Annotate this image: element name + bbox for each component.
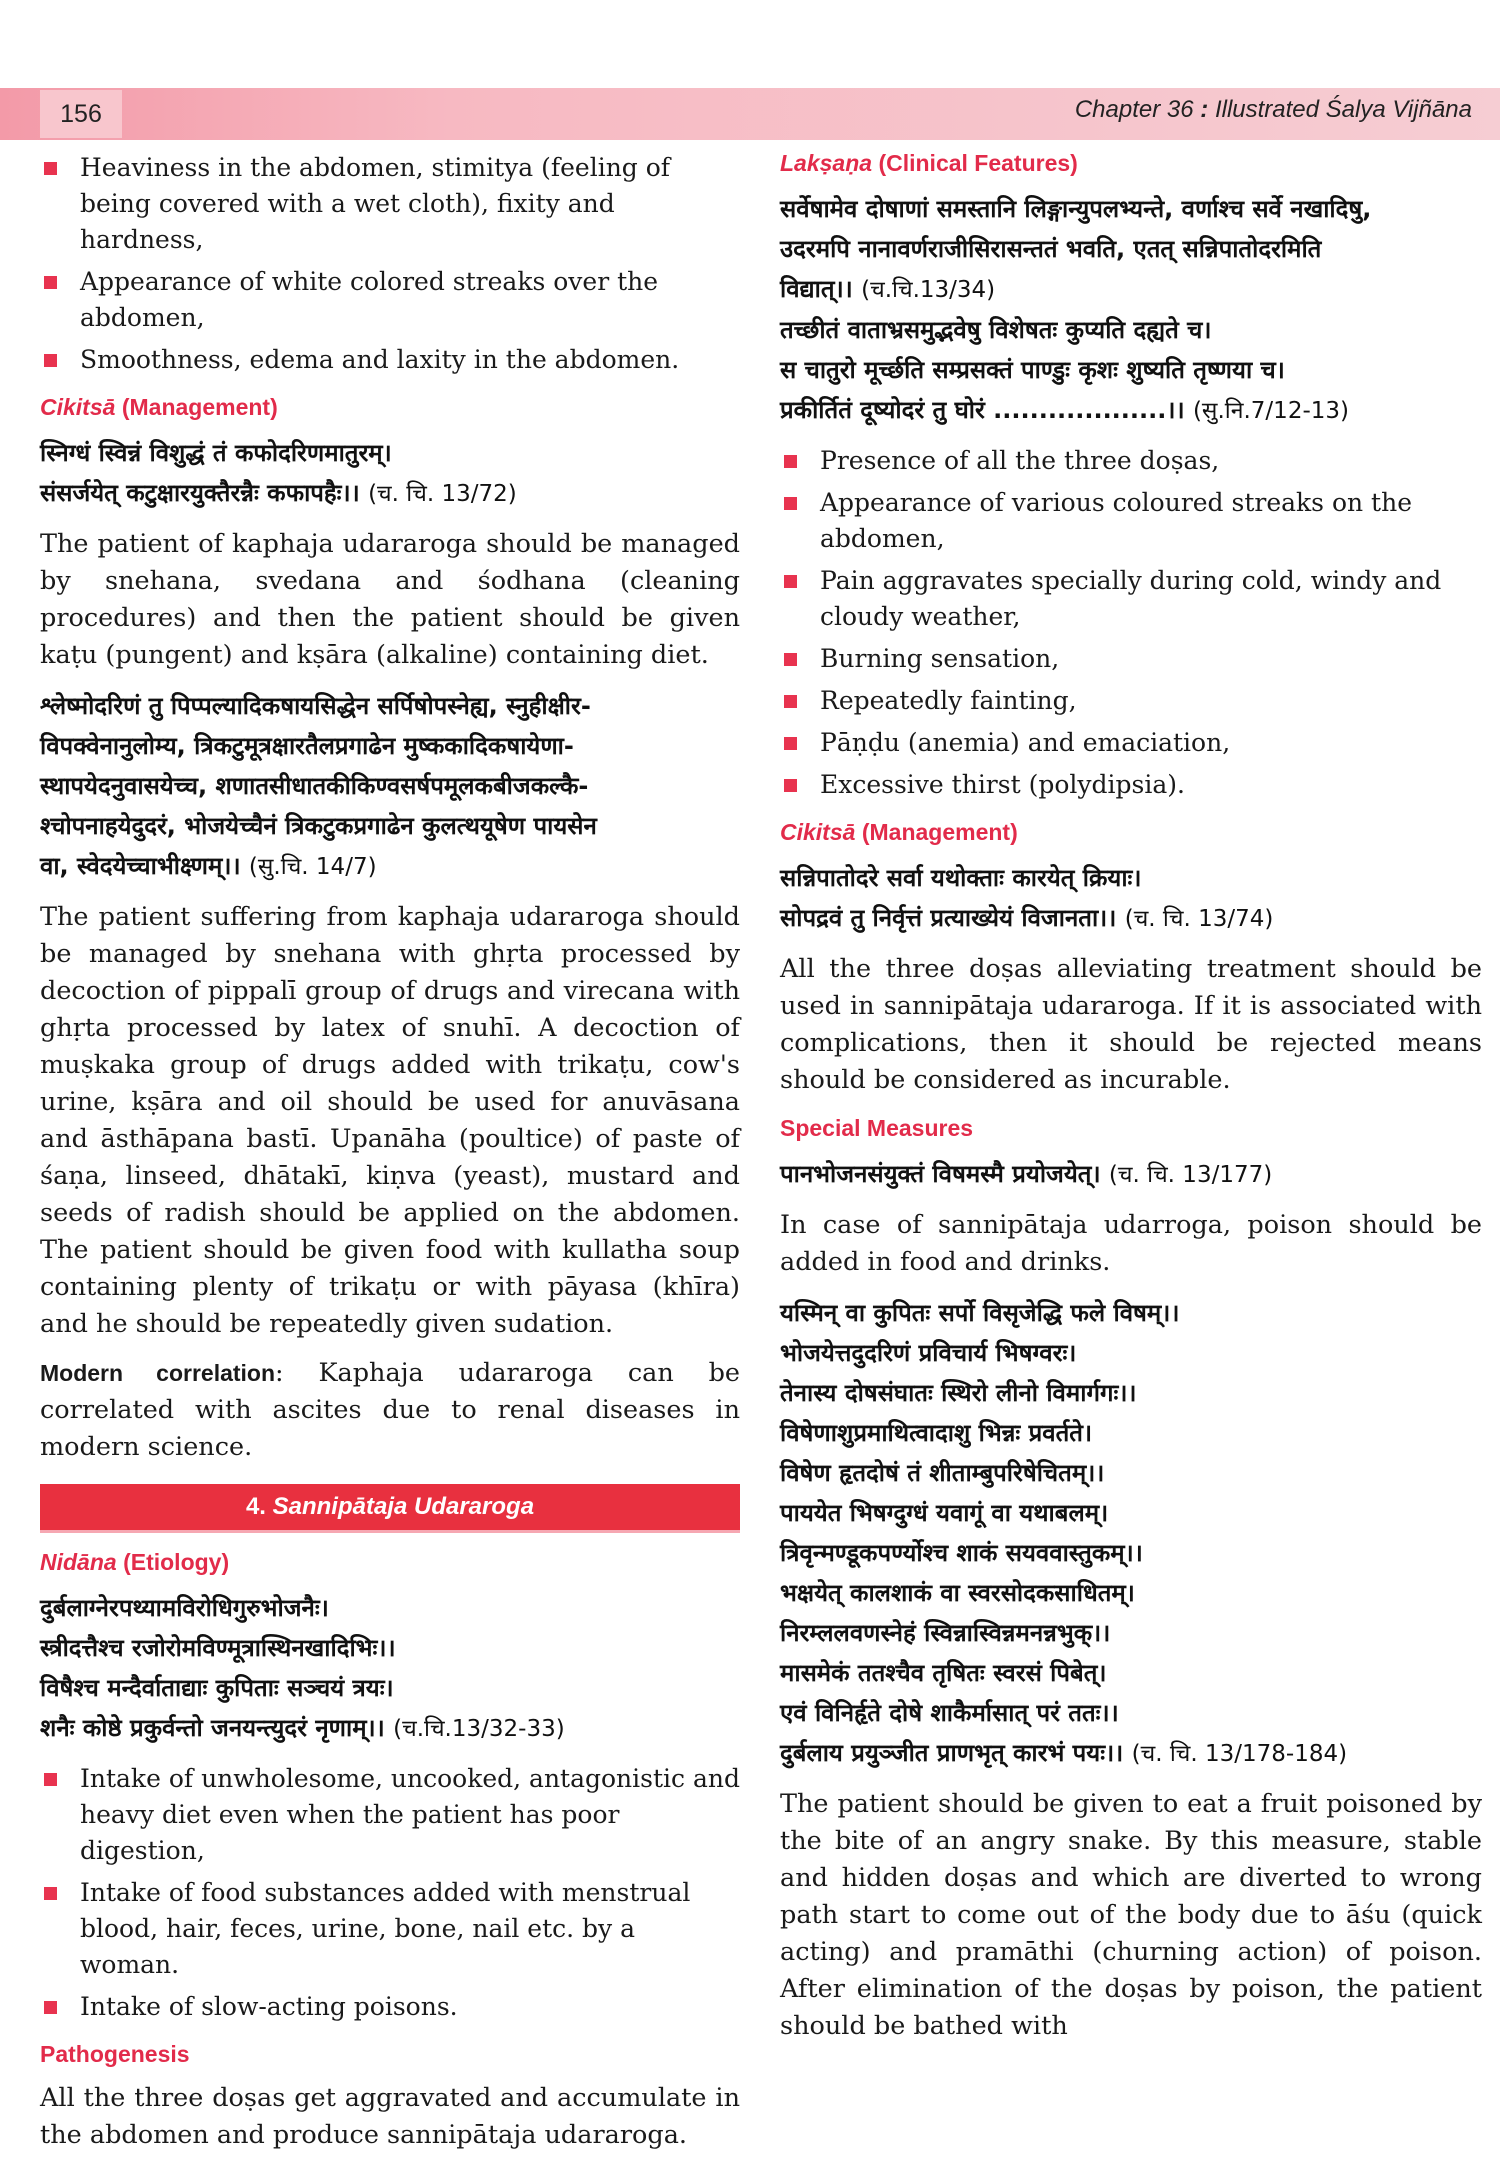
verse-reference: (सु.चि. 14/7): [248, 854, 377, 880]
bullet-icon: [44, 1773, 57, 1786]
paragraph: The patient suffering from kaphaja udararoga should be managed by snehana with ghṛta processed by decoction of pippalī group of drugs and virecana with ghṛta processed by latex of snuhī. A decoction of muṣkaka group of drugs added with trikaṭu, cow's urine, kṣāra and oil should be used for anuvāsana and āsthāpana bastī. Upanāha (poultice) of paste of śaṇa, linseed, dhātakī, kiṇva (yeast), mustard and seeds of radish should be applied on the abdomen. The patient should be given food with kullatha soup containing plenty of trikaṭu or with pāyasa (khīra) and he should be repeatedly given sudation.: [40, 902, 740, 1339]
sanskrit-verse: दुर्बलाग्नेरपथ्यामविरोधिगुरुभोजनैः। स्त्रीदत्तैश्च रजोरोमविण्मूत्रास्थिनखादिभिः।। विषैश्च मन्दैर्वाताद्याः कुपिताः सञ्चयं त्रयः। शनैः कोष्ठे प्रकुर्वन्तो जनयन्त्युदरं नृणाम्।। (च.चि.13/32-33): [40, 1594, 565, 1742]
list-item: Pain aggravates specially during cold, windy and cloudy weather,: [780, 563, 1482, 635]
verse-reference: (च. चि. 13/72): [368, 481, 517, 507]
bullet-list-etiology: [40, 1761, 740, 2025]
bullet-icon: [44, 162, 57, 175]
bullet-icon: [784, 737, 797, 750]
list-item: Pāṇḍu (anemia) and emaciation,: [780, 725, 1482, 761]
bullet-icon: [784, 779, 797, 792]
verse-reference: (च.चि.13/32-33): [393, 1716, 565, 1742]
sanskrit-verse: श्लेष्मोदरिणं तु पिप्पल्यादिकषायसिद्धेन सर्पिषोपस्नेह्य, स्नुहीक्षीर- विपक्वेनानुलोम्य, त्रिकटुमूत्रक्षारतैलप्रगाढेन मुष्ककादिकषायेणा- स्थापयेदनुवासयेच्च, शणातसीधातकीकिण्वसर्षपमूलकबीजकल्कै- श्चोपनाहयेदुदरं, भोजयेच्चैनं त्रिकटुकप्रगाढेन कुलत्थयूषेण पायसेन वा, स्वेदयेच्चाभीक्ष्णम्।। (सु.चि. 14/7): [40, 692, 597, 880]
verse-reference: (च. चि. 13/178-184): [1131, 1741, 1348, 1767]
bullet-list-top: [40, 150, 740, 378]
bullet-icon: [44, 276, 57, 289]
chapter-title: [1075, 96, 1472, 124]
right-column: [780, 150, 1482, 2057]
chapter-name: Illustrated Śalya Vijñāna: [1214, 96, 1472, 123]
page-number: 156: [40, 90, 122, 138]
bullet-icon: [44, 354, 57, 367]
bullet-icon: [784, 695, 797, 708]
verse-reference: (सु.नि.7/12-13): [1192, 398, 1349, 424]
sanskrit-verse: सन्निपातोदरे सर्वा यथोक्ताः कारयेत् क्रियाः। सोपद्रवं तु निर्वृत्तं प्रत्याख्येयं विजानता।। (च. चि. 13/74): [780, 864, 1274, 932]
verse-reference: (च.चि.13/34): [861, 277, 996, 303]
list-item: Intake of slow-acting poisons.: [40, 1989, 740, 2025]
list-item: Smoothness, edema and laxity in the abdomen.: [40, 342, 740, 378]
list-item: Intake of unwholesome, uncooked, antagonistic and heavy diet even when the patient has poor digestion,: [40, 1761, 740, 1869]
paragraph: All the three doṣas alleviating treatment should be used in sannipātaja udararoga. If it is associated with complications, then it should be rejected means should be considered as incurable.: [780, 954, 1482, 1095]
left-column: [40, 150, 740, 2166]
paragraph: In case of sannipātaja udarroga, poison should be added in food and drinks.: [780, 1210, 1482, 1277]
modern-correlation: Modern correlation: Kaphaja udararoga can be correlated with ascites due to renal diseases in modern science.: [40, 1358, 740, 1462]
paragraph: The patient of kaphaja udararoga should be managed by snehana, svedana and śodhana (cleaning procedures) and then the patient should be given kaṭu (pungent) and kṣāra (alkaline) containing diet.: [40, 529, 740, 670]
chapter-label: Chapter 36: [1074, 96, 1194, 123]
section-heading-laksana: Lakṣaṇa (Clinical Features): [780, 150, 1078, 176]
chapter-separator: :: [1200, 96, 1209, 123]
list-item: Burning sensation,: [780, 641, 1482, 677]
verse-reference: (च. चि. 13/74): [1124, 906, 1274, 932]
list-item: Appearance of white colored streaks over the abdomen,: [40, 264, 740, 336]
section-heading-cikitsa: Cikitsā (Management): [40, 394, 278, 420]
bullet-icon: [44, 2001, 57, 2014]
bullet-icon: [784, 575, 797, 588]
list-item: Appearance of various coloured streaks on the abdomen,: [780, 485, 1482, 557]
bullet-icon: [784, 653, 797, 666]
verse-reference: (च. चि. 13/177): [1108, 1162, 1273, 1188]
bullet-icon: [44, 1887, 57, 1900]
sanskrit-verse: पानभोजनसंयुक्तं विषमस्मै प्रयोजयेत्। (च. चि. 13/177): [780, 1160, 1273, 1188]
section-heading-nidana: Nidāna (Etiology): [40, 1549, 230, 1575]
sanskrit-verse: यस्मिन् वा कुपितः सर्पो विसृजेद्धि फले विषम्।। भोजयेत्तदुदरिणं प्रविचार्य भिषग्वरः। तेनास्य दोषसंघातः स्थिरो लीनो विमार्गगः।। विषेणाशुप्रमाथित्वादाशु भिन्नः प्रवर्तते। विषेण हृतदोषं तं शीताम्बुपरिषेचितम्।। पाययेत भिषग्दुग्धं यवागूं वा यथाबलम्। त्रिवृन्मण्डूकपर्ण्योश्च शाकं सयववास्तुकम्।। भक्षयेत् कालशाकं वा स्वरसोदकसाधितम्। निरम्ललवणस्नेहं स्विन्नास्विन्नमनन्नभुक्।। मासमेकं ततश्चैव तृषितः स्वरसं पिबेत्। एवं विनिर्हृते दोषे शाकैर्मासात् परं ततः।। दुर्बलाय प्रयुञ्जीत प्राणभृत् कारभं पयः।। (च. चि. 13/178-184): [780, 1299, 1348, 1767]
bullet-icon: [784, 455, 797, 468]
bullet-icon: [784, 497, 797, 510]
section-heading-special: Special Measures: [780, 1115, 974, 1141]
list-item: Heaviness in the abdomen, stimitya (feeling of being covered with a wet cloth), fixity and hardness,: [40, 150, 740, 258]
sanskrit-verse: सर्वेषामेव दोषाणां समस्तानि लिङ्गान्युपलभ्यन्ते, वर्णाश्च सर्वे नखादिषु, उदरमपि नानावर्णराजीसिरासन्ततं भवति, एतत् सन्निपातोदरमिति विद्यात्।। (च.चि.13/34) तच्छीतं वाताभ्रसमुद्भवेषु विशेषतः कुप्यति दह्यते च। स चातुरो मूर्च्छति सम्प्रसक्तं पाण्डुः कृशः शुष्यति तृष्णया च। प्रकीर्तितं दूष्योदरं तु घोरं ...................।। (सु.नि.7/12-13): [780, 195, 1372, 424]
bullet-list-features: [780, 443, 1482, 803]
list-item: Presence of all the three doṣas,: [780, 443, 1482, 479]
paragraph: The patient should be given to eat a fruit poisoned by the bite of an angry snake. By this measure, stable and hidden doṣas and which are diverted to wrong path start to come out of the body due to āśu (quick acting) and pramāthi (churning action) of poison. After elimination of the doṣas by poison, the patient should be bathed with: [780, 1789, 1482, 2041]
list-item: Excessive thirst (polydipsia).: [780, 767, 1482, 803]
list-item: Intake of food substances added with menstrual blood, hair, feces, urine, bone, nail etc. by a woman.: [40, 1875, 740, 1983]
sanskrit-verse: स्निग्धं स्विन्नं विशुद्धं तं कफोदरिणमातुरम्। संसर्जयेत् कटुक्षारयुक्तैरन्नैः कफापहैः।। (च. चि. 13/72): [40, 439, 517, 507]
list-item: Repeatedly fainting,: [780, 683, 1482, 719]
section-heading-cikitsa-right: Cikitsā (Management): [780, 819, 1018, 845]
paragraph: All the three doṣas get aggravated and accumulate in the abdomen and produce sannipātaja udararoga.: [40, 2083, 740, 2150]
section-banner: 4. Sannipātaja Udararoga: [40, 1484, 740, 1533]
section-heading-pathogenesis: Pathogenesis: [40, 2041, 190, 2067]
